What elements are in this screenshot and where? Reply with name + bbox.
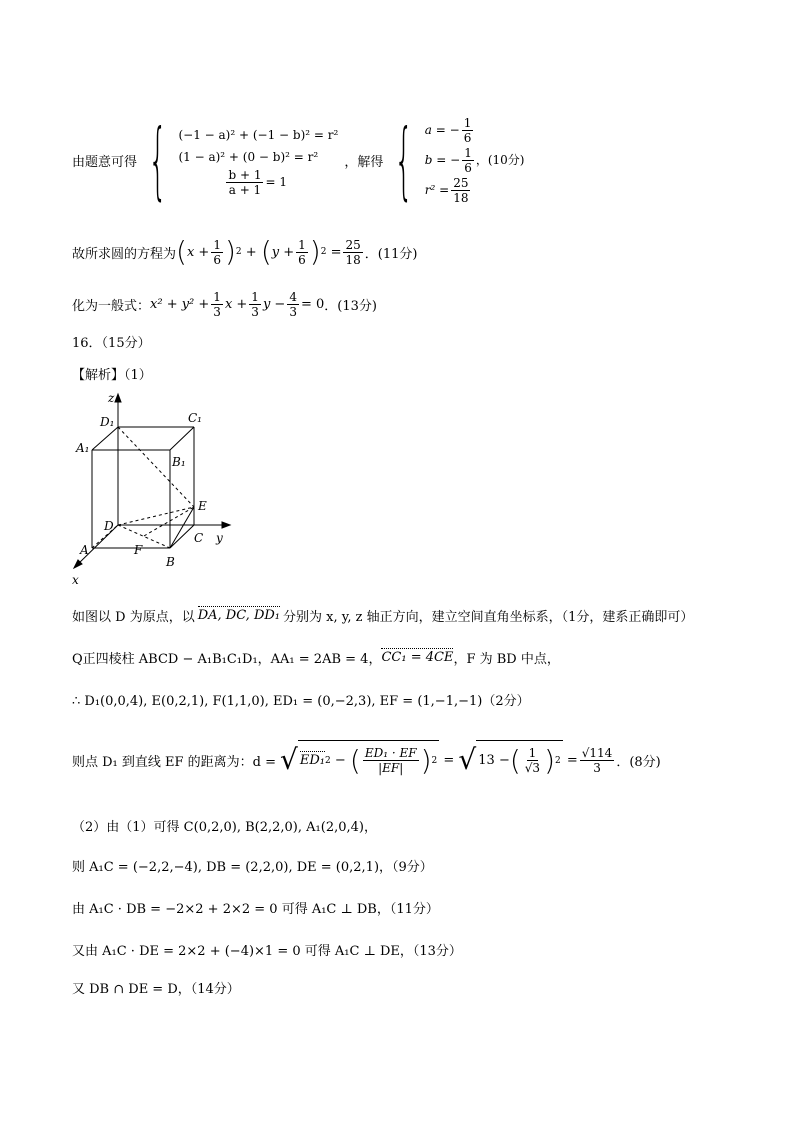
general-form-line: 化为一般式： x² + y² + $\frac{1}{3}$ x + $\frac{1}{3}$ y − $\frac{4}{3}$ = 0 ．(13分) [72,289,377,319]
part2-line: （2）由（1）可得 C(0,2,0), B(2,2,0), A₁(2,0,4)， [72,820,377,835]
label-C: C [194,531,204,545]
solve-text: ，解得 [344,154,384,170]
coordinates-line: ∴ D₁(0,0,4), E(0,2,1), F(1,1,0), ED₁ = (0,−2,3), EF = (1,−1,−1)（2分） [72,694,530,709]
prism-condition-line: Q正四棱柱 ABCD − A₁B₁C₁D₁，AA₁ = 2AB = 4， CC₁ = 4CE ，F 为 BD 中点， [72,650,560,667]
label-A1: A₁ [76,441,90,455]
label-A: A [80,543,89,557]
eq3: $\frac{b + 1}{a + 1}$ = 1 [228,167,287,197]
label-x: x [72,573,79,587]
equations [178,124,338,197]
label-C1: C₁ [188,411,202,425]
vectors-line: 则 A₁C = (−2,2,−4), DB = (2,2,0), DE = (0,2,1)，（9分） [72,860,433,875]
label-B: B [166,555,175,569]
coordinate-system-line: 如图以 D 为原点，以 DA, DC, DD₁ 分别为 x, y, z 轴正方向，建立空间直角坐标系，（1分，建系正确即可） [72,608,694,625]
eq3-fraction: $\frac{b + 1}{a + 1}$ [228,167,262,197]
label-D: D [104,519,114,533]
analysis-heading: 【解析】（1） [72,368,152,383]
prism-figure [66,390,246,590]
prefix-text: 由题意可得 [72,154,138,170]
solutions: a = − $\frac{1}{6}$ b = − $\frac{1}{6}$ ，(10分) r² = $\frac{25}{18}$ [424,115,525,205]
label-B1: B₁ [172,455,186,469]
eq1: (−1 − a)² + (−1 − b)² = r² [178,127,339,142]
intersection-line: 又 DB ∩ DE = D，（14分） [72,982,240,997]
perp-de-line: 又由 A₁C · DE = 2×2 + (−4)×1 = 0 可得 A₁C ⊥ DE，（13分） [72,944,462,959]
label-E: E [198,499,207,513]
left-brace: { [148,111,168,209]
equation-system-line [72,100,524,220]
label-D1: D₁ [100,415,115,429]
perp-db-line: 由 A₁C · DB = −2×2 + 2×2 = 0 可得 A₁C ⊥ DB，（11分） [72,902,439,917]
label-F: F [134,543,143,557]
label-z: z [108,391,115,405]
distance-line: 则点 D₁ 到直线 EF 的距离为：d = √ ED₁ 2 − ( $\frac{\text{ED₁ · EF}}{|EF|}$ ) 2 = √ 13 − ( $\frac{1}{√3}$ ) 2 = $\frac{√114}{3}$ ．(8分) [72,732,661,788]
problem-number: 16．（15分） [72,336,151,351]
left-brace-2: { [394,111,414,209]
eq2: (1 − a)² + (0 − b)² = r² [178,149,319,164]
circle-equation-line: 故所求圆的方程为 ( x + $\frac{1}{6}$ ) 2 + ( y + $\frac{1}{6}$ ) 2 = $\frac{25}{18}$ ．(11分) [72,235,418,268]
label-y: y [216,531,223,545]
